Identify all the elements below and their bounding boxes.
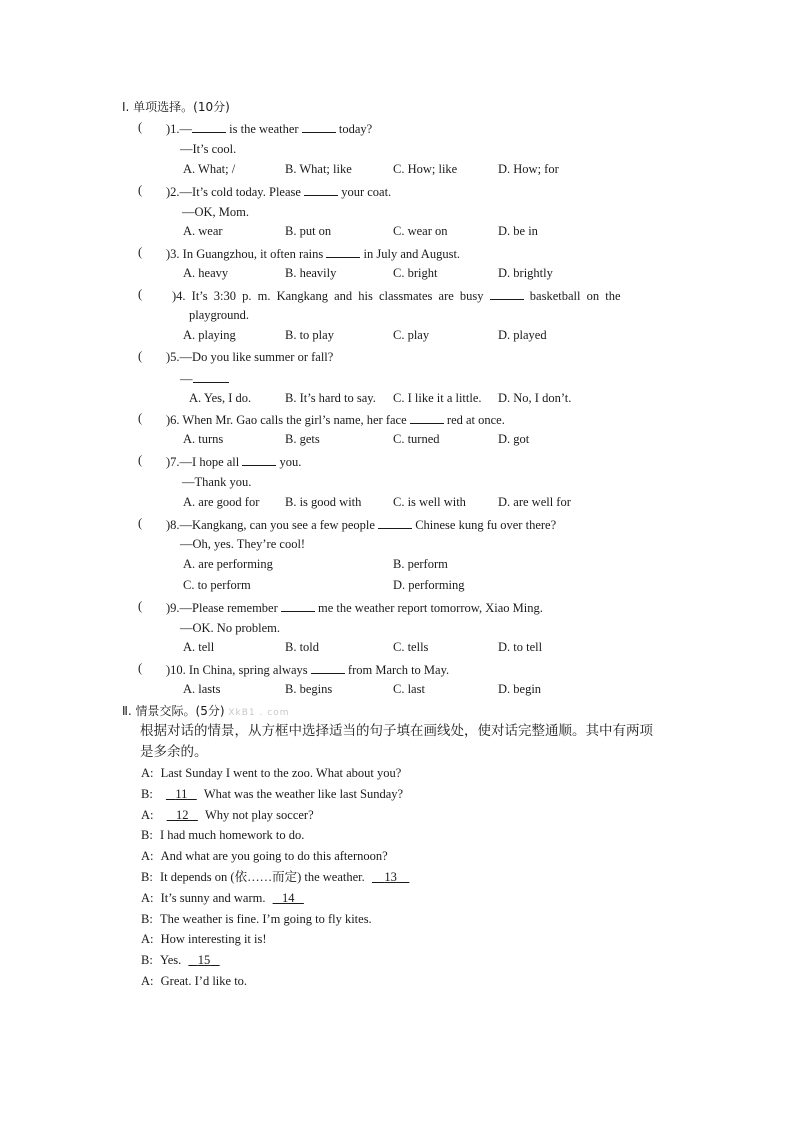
question-stem: )8.—Kangkang, can you see a few people Chinese kung fu over there? <box>166 518 557 532</box>
option-d: D. performing <box>393 578 465 592</box>
question-reply: —It’s cool. <box>180 142 237 156</box>
blank-13[interactable]: 13 <box>384 870 397 884</box>
dialogue-line: B: Yes. 15 <box>141 952 220 968</box>
question-reply: —Thank you. <box>182 475 252 489</box>
question-stem: )9.—Please remember me the weather report tomorrow, Xiao Ming. <box>166 601 543 615</box>
option-a: A. Yes, I do. <box>189 391 252 405</box>
question-reply: —Oh, yes. They’re cool! <box>180 537 306 551</box>
option-c: C. is well with <box>393 495 466 509</box>
answer-paren[interactable]: ( <box>138 287 143 301</box>
answer-paren[interactable]: ( <box>138 120 143 134</box>
option-b: B. to play <box>285 328 334 342</box>
speaker: A: <box>141 932 154 946</box>
blank-12[interactable]: 12 <box>176 808 189 822</box>
speaker: B: <box>141 870 153 884</box>
answer-paren[interactable]: ( <box>138 411 143 425</box>
dialogue-line: A: And what are you going to do this afternoon? <box>141 849 388 863</box>
watermark: XkB1 . com <box>228 708 290 718</box>
option-d: D. brightly <box>498 266 553 280</box>
blank-15[interactable]: 15 <box>197 953 211 967</box>
dialogue-line: A: Great. I’d like to. <box>141 974 248 988</box>
answer-paren[interactable]: ( <box>138 245 143 259</box>
option-d: D. How; for <box>498 162 559 176</box>
option-a: A. heavy <box>183 266 229 280</box>
option-b: B. What; like <box>285 162 352 176</box>
instruction-line-2: 是多余的。 <box>140 744 208 760</box>
option-a: A. wear <box>183 224 223 238</box>
dialogue-line: B: I had much homework to do. <box>141 828 305 842</box>
answer-paren[interactable]: ( <box>138 183 143 197</box>
question-stem: )4. It’s 3:30 p. m. Kangkang and his classmates are busy basketball on the <box>172 289 621 303</box>
option-c: C. wear on <box>393 224 448 238</box>
option-d: D. begin <box>498 682 542 696</box>
dialogue-line: B: The weather is fine. I’m going to fly kites. <box>141 912 372 926</box>
answer-paren[interactable]: ( <box>138 349 143 363</box>
dialogue-line: A: It’s sunny and warm. 14 <box>141 890 304 906</box>
answer-paren[interactable]: ( <box>138 599 143 613</box>
option-b: B. gets <box>285 432 320 446</box>
dialogue-line: A: Last Sunday I went to the zoo. What about you? <box>141 766 402 780</box>
option-c: C. last <box>393 682 425 696</box>
option-a: A. turns <box>183 432 224 446</box>
dialogue-line: B: 11 What was the weather like last Sunday? <box>141 787 404 801</box>
speaker: B: <box>141 912 153 926</box>
option-c: C. play <box>393 328 430 342</box>
option-b: B. begins <box>285 682 333 696</box>
answer-paren[interactable]: ( <box>138 661 143 675</box>
speaker: A: <box>141 891 154 905</box>
instruction-line-1: 根据对话的情景，从方框中选择适当的句子填在画线处，使对话完整通顺。其中有两项 <box>140 723 653 739</box>
speaker: B: <box>141 787 153 801</box>
speaker: A: <box>141 766 154 780</box>
option-d: D. got <box>498 432 530 446</box>
option-b: B. It’s hard to say. <box>285 391 376 405</box>
option-d: D. No, I don’t. <box>498 391 572 405</box>
question-stem: )5.—Do you like summer or fall? <box>166 350 334 364</box>
option-c: C. bright <box>393 266 438 280</box>
dialogue-line: A: How interesting it is! <box>141 932 267 946</box>
option-b: B. is good with <box>285 495 362 509</box>
option-a: A. are good for <box>183 495 260 509</box>
answer-paren[interactable]: ( <box>138 453 143 467</box>
option-a: A. What; / <box>183 162 236 176</box>
blank-11[interactable]: 11 <box>175 787 188 801</box>
option-b: B. put on <box>285 224 332 238</box>
option-c: C. to perform <box>183 578 251 592</box>
dialogue-line: B: It depends on (依……而定) the weather. 13 <box>141 869 409 885</box>
option-b: B. heavily <box>285 266 337 280</box>
option-c: C. turned <box>393 432 440 446</box>
blank-14[interactable]: 14 <box>281 891 295 905</box>
speaker: A: <box>141 974 154 988</box>
option-c: C. How; like <box>393 162 458 176</box>
option-a: A. are performing <box>183 557 273 571</box>
question-stem: )2.—It’s cold today. Please your coat. <box>166 185 392 199</box>
option-a: A. playing <box>183 328 236 342</box>
question-stem: )3. In Guangzhou, it often rains in July and August. <box>166 247 461 261</box>
question-continuation: playground. <box>189 308 250 322</box>
option-d: D. played <box>498 328 547 342</box>
question-stem: )1.— is the weather today? <box>166 122 373 136</box>
speaker: A: <box>141 808 154 822</box>
option-a: A. tell <box>183 640 215 654</box>
question-reply: —OK. No problem. <box>180 621 280 635</box>
question-stem: )6. When Mr. Gao calls the girl’s name, her face red at once. <box>166 413 505 427</box>
speaker: B: <box>141 828 153 842</box>
option-d: D. are well for <box>498 495 571 509</box>
section-2-title: Ⅱ. 情景交际。(5分) XkB1 . com <box>122 704 290 718</box>
question-stem: )7.—I hope all you. <box>166 455 302 469</box>
option-b: B. told <box>285 640 320 654</box>
option-c: C. tells <box>393 640 429 654</box>
speaker: A: <box>141 849 154 863</box>
question-reply: — <box>180 370 229 387</box>
section-1-title: Ⅰ. 单项选择。(10分) <box>122 100 230 114</box>
question-stem: )10. In China, spring always from March to May. <box>166 663 450 677</box>
answer-paren[interactable]: ( <box>138 516 143 530</box>
option-c: C. I like it a little. <box>393 391 482 405</box>
option-a: A. lasts <box>183 682 221 696</box>
option-d: D. to tell <box>498 640 543 654</box>
dialogue-line: A: 12 Why not play soccer? <box>141 808 314 822</box>
option-b: B. perform <box>393 557 448 571</box>
option-d: D. be in <box>498 224 538 238</box>
question-reply: —OK, Mom. <box>182 205 250 219</box>
speaker: B: <box>141 953 153 967</box>
